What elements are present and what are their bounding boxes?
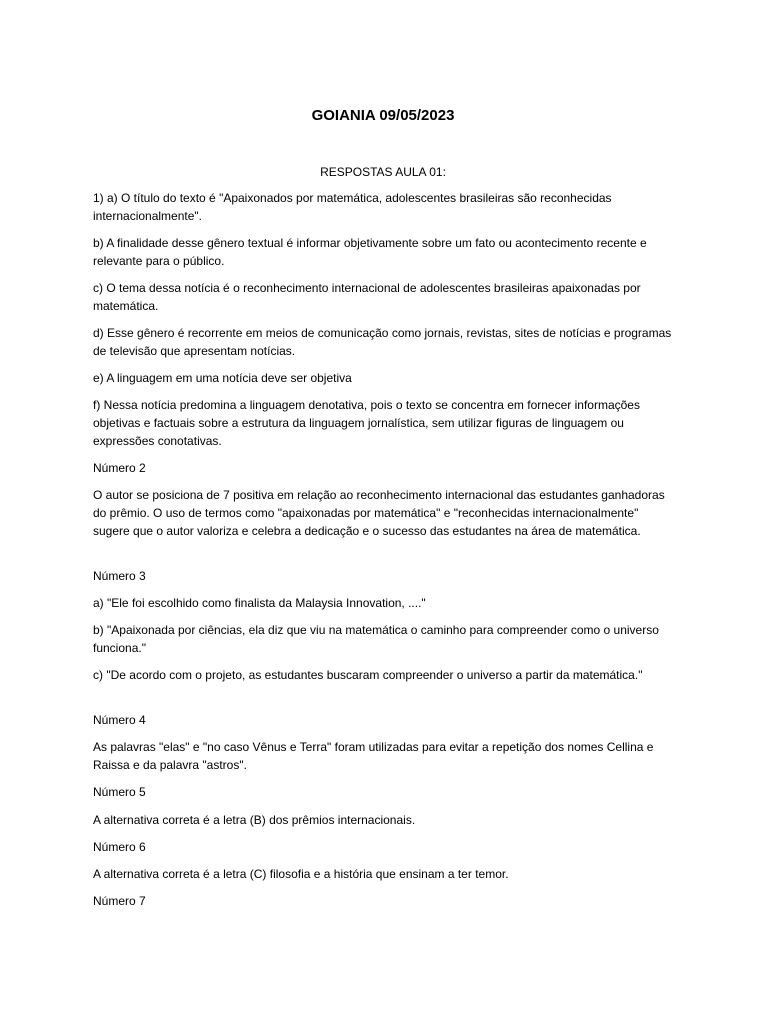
document-title: GOIANIA 09/05/2023 xyxy=(311,107,455,124)
heading-numero-2: Número 2 xyxy=(93,461,146,475)
answer-1a: 1) a) O título do texto é "Apaixonados por matemática, adolescentes brasileiras são reconhecidas internacionalmente". xyxy=(93,191,612,223)
document-subtitle: RESPOSTAS AULA 01: xyxy=(320,165,446,179)
heading-numero-4: Número 4 xyxy=(93,713,146,727)
answer-1c: c) O tema dessa notícia é o reconhecimento internacional de adolescentes brasileiras apaixonadas por matemática. xyxy=(93,281,641,313)
answer-4: As palavras "elas" e "no caso Vênus e Terra" foram utilizadas para evitar a repetição dos nomes Cellina e Raissa e da palavra "astros". xyxy=(93,740,654,772)
answer-3a: a) "Ele foi escolhido como finalista da Malaysia Innovation, ...." xyxy=(93,596,426,610)
answer-6: A alternativa correta é a letra (C) filosofia e a história que ensinam a ter temor. xyxy=(93,867,509,881)
document-page xyxy=(93,0,673,1024)
answer-1b: b) A finalidade desse gênero textual é informar objetivamente sobre um fato ou acontecimento recente e relevante para o público. xyxy=(93,236,647,268)
answer-5: A alternativa correta é a letra (B) dos prêmios internacionais. xyxy=(93,813,416,827)
heading-numero-5: Número 5 xyxy=(93,785,146,799)
heading-numero-6: Número 6 xyxy=(93,840,146,854)
heading-numero-3: Número 3 xyxy=(93,569,146,583)
answer-1e: e) A linguagem em uma notícia deve ser objetiva xyxy=(93,371,352,385)
answer-1d: d) Esse gênero é recorrente em meios de comunicação como jornais, revistas, sites de notícias e programas de televisão que apresentam notícias. xyxy=(93,326,672,358)
heading-numero-7: Número 7 xyxy=(93,894,146,908)
answer-2: O autor se posiciona de 7 positiva em relação ao reconhecimento internacional das estudantes ganhadoras do prêmio. O uso de termos como "apaixonadas por matemática" e "reconhecidas internacionalmente" sugere que o autor valoriza e celebra a dedicação e o sucesso das estudantes na área de matemática. xyxy=(93,488,665,538)
answer-3c: c) "De acordo com o projeto, as estudantes buscaram compreender o universo a partir da matemática." xyxy=(93,668,643,682)
answer-3b: b) "Apaixonada por ciências, ela diz que viu na matemática o caminho para compreender como o universo funciona." xyxy=(93,623,659,655)
answer-1f: f) Nessa notícia predomina a linguagem denotativa, pois o texto se concentra em fornecer informações objetivas e factuais sobre a estrutura da linguagem jornalística, sem utilizar figuras de linguagem ou expressões conotativas. xyxy=(93,398,640,448)
